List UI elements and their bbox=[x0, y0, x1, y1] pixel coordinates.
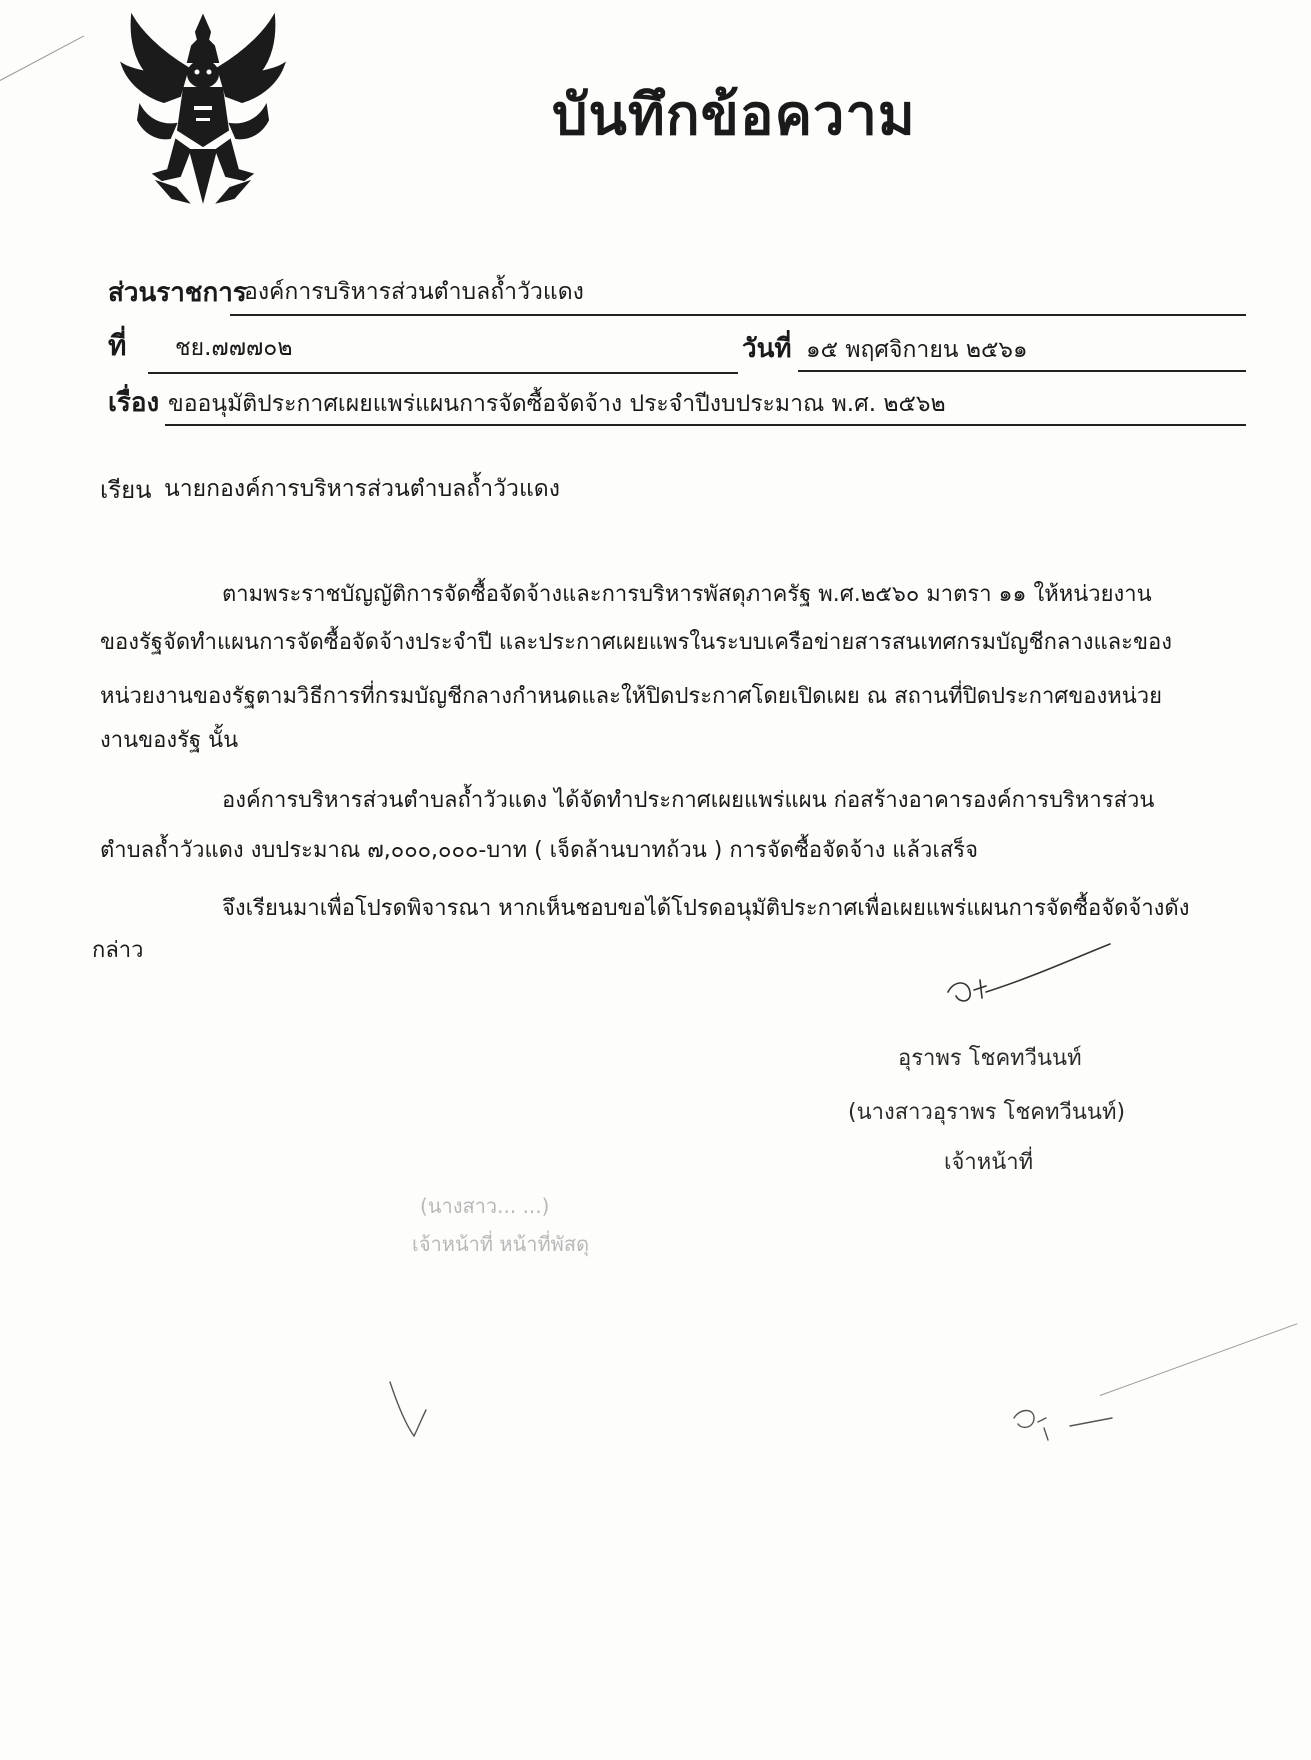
body-line: ตามพระราชบัญญัติการจัดซื้อจัดจ้างและการบริหารพัสดุภาครัฐ พ.ศ.๒๕๖๐ มาตรา ๑๑ ให้หน่วยงาน bbox=[222, 582, 1152, 607]
date-label: วันที่ bbox=[742, 334, 792, 364]
signer-name: อุราพร โชคทวีนนท์ bbox=[898, 1046, 1082, 1071]
agency-underline bbox=[230, 314, 1246, 316]
subject-value: ขออนุมัติประกาศเผยแพร่แผนการจัดซื้อจัดจ้าง ประจำปีงบประมาณ พ.ศ. ๒๕๖๒ bbox=[168, 391, 946, 417]
ref-label: ที่ bbox=[108, 329, 127, 362]
ref-underline bbox=[148, 372, 738, 374]
body-line: หน่วยงานของรัฐตามวิธีการที่กรมบัญชีกลางกำหนดและให้ปิดประกาศโดยเปิดเผย ณ สถานที่ปิดประกาศของหน่วย bbox=[100, 684, 1163, 709]
faded-signer-name: (นางสาว... ...) bbox=[420, 1194, 550, 1218]
approval-scribble bbox=[380, 1370, 460, 1450]
body-line: กล่าว bbox=[92, 938, 144, 963]
signature-scribble bbox=[940, 940, 1120, 1020]
body-line: องค์การบริหารส่วนตำบลถ้ำวัวแดง ได้จัดทำประกาศเผยแพร่แผน ก่อสร้างอาคารองค์การบริหารส่วน bbox=[222, 788, 1155, 813]
signer-position: เจ้าหน้าที่ bbox=[944, 1150, 1034, 1175]
ref-value: ชย.๗๗๗๐๒ bbox=[175, 335, 293, 361]
page-title: บันทึกข้อความ bbox=[552, 83, 916, 148]
faded-signer-position: เจ้าหน้าที่ หน้าที่พัสดุ bbox=[412, 1232, 590, 1256]
approval-scribble bbox=[1000, 1388, 1120, 1448]
body-line: ตำบลถ้ำวัวแดง งบประมาณ ๗,๐๐๐,๐๐๐-บาท ( เจ็ดล้านบาทถ้วน ) การจัดซื้อจัดจ้าง แล้วเสร็จ bbox=[100, 838, 978, 863]
agency-value: องค์การบริหารส่วนตำบลถ้ำวัวแดง bbox=[244, 279, 584, 305]
garuda-emblem bbox=[118, 10, 288, 210]
date-value: ๑๕ พฤศจิกายน ๒๕๖๑ bbox=[806, 337, 1028, 363]
subject-label: เรื่อง bbox=[108, 388, 160, 418]
signer-full-name: (นางสาวอุราพร โชคทวีนนท์) bbox=[848, 1100, 1126, 1125]
date-underline bbox=[798, 370, 1246, 372]
body-line: งานของรัฐ นั้น bbox=[100, 728, 239, 753]
agency-label: ส่วนราชการ bbox=[108, 278, 247, 308]
salutation-value: นายกองค์การบริหารส่วนตำบลถ้ำวัวแดง bbox=[164, 476, 560, 502]
salutation-label: เรียน bbox=[100, 476, 152, 504]
body-line: ของรัฐจัดทำแผนการจัดซื้อจัดจ้างประจำปี และประกาศเผยแพรในระบบเครือข่ายสารสนเทศกรมบัญชีกลางและของ bbox=[100, 630, 1172, 655]
scan-artifact-line bbox=[0, 35, 84, 80]
subject-underline bbox=[165, 424, 1246, 426]
scan-artifact-line bbox=[1100, 1323, 1298, 1396]
body-line: จึงเรียนมาเพื่อโปรดพิจารณา หากเห็นชอบขอได้โปรดอนุมัติประกาศเพื่อเผยแพร่แผนการจัดซื้อจัดจ้างดัง bbox=[222, 896, 1190, 921]
